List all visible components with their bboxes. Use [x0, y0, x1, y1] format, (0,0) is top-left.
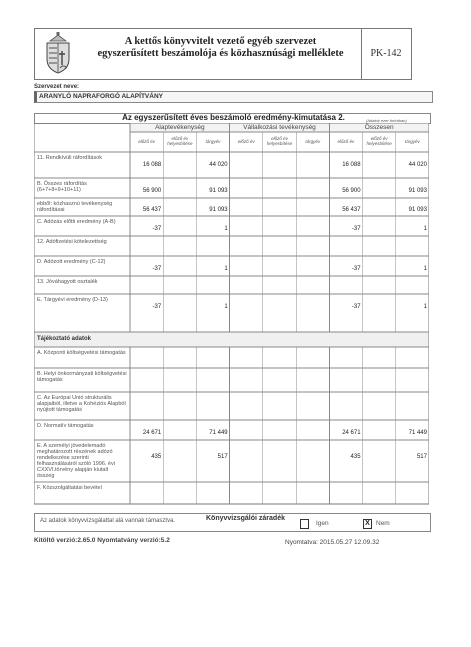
cell-value: 517 — [217, 454, 228, 460]
info-section-label: Tájékoztató adatok — [37, 336, 92, 342]
cell-value: 517 — [416, 454, 427, 460]
row-label: 11. Rendkívüli ráfordítások — [37, 155, 103, 161]
column-group-header: Alaptevékenység — [155, 124, 205, 131]
cell-value: 44 020 — [209, 162, 228, 168]
info-row-label: A. Központi költségvetési támogatás — [37, 350, 126, 356]
row-label: B. Összes ráfordítás (6+7+8+9+10+11) — [37, 181, 87, 193]
info-row-label: E. A személyi jövedelemadó meghatározott részének adózó rendelkezése szerinti felhasználásáról szóló 1996. évi CXXVI.törvény alapján kiutalt összeg — [37, 443, 115, 479]
cell-value: -37 — [351, 226, 361, 232]
column-group-header: Összesen — [364, 124, 394, 131]
row-label: ebből: közhasznú tevékenység ráfordításai — [37, 201, 113, 213]
audit-statement: Az adatok könyvvizsgálattal alá vannak támasztva. — [40, 518, 176, 524]
row-label: D. Adózott eredmény (C-12) — [37, 259, 106, 265]
cell-value: -37 — [351, 304, 361, 310]
column-subheader: előző év — [138, 139, 155, 144]
column-subheader: előző év helyesbítése — [266, 136, 293, 146]
form-title-line1: A kettős könyvvitelt vezető egyéb szervezet — [124, 36, 317, 47]
cell-value: 1 — [224, 226, 228, 232]
table-title: Az egyszerűsített éves beszámoló eredmény-kimutatása 2. — [122, 113, 345, 122]
cell-value: 91 093 — [408, 207, 427, 213]
cell-value: 16 088 — [342, 162, 361, 168]
row-label: 12. Adófizetési kötelezettség — [37, 239, 107, 245]
form-title — [78, 36, 363, 60]
audit-no-checkbox[interactable]: X — [363, 519, 372, 529]
cell-value: 1 — [224, 266, 228, 272]
column-subheader: előző év helyesbítése — [366, 136, 392, 146]
form-title-line2: egyszerűsített beszámolója és közhasznúsági melléklete — [97, 48, 344, 59]
cell-value: 56 437 — [142, 207, 162, 213]
audit-no-label: Nem — [376, 520, 390, 527]
column-subheader: tárgyév — [404, 139, 420, 144]
cell-value: 1 — [423, 266, 427, 272]
coat-of-arms-icon — [40, 31, 76, 75]
audit-yes-label: Igen — [316, 520, 329, 527]
cell-value: 44 020 — [408, 162, 427, 168]
info-row-label: D. Normatív támogatás — [37, 423, 94, 429]
cell-value: 71 449 — [209, 430, 228, 436]
cell-value: 56 900 — [342, 188, 361, 194]
cell-value: 435 — [151, 454, 162, 460]
organization-label: Szervezet neve: — [34, 84, 80, 90]
cell-value: 56 437 — [342, 207, 361, 213]
column-subheader: előző év — [237, 139, 255, 144]
cell-value: 16 088 — [142, 162, 162, 168]
cell-value: 435 — [350, 454, 361, 460]
cell-value: -37 — [152, 226, 162, 232]
cell-value: 71 449 — [408, 430, 427, 436]
cell-value: -37 — [152, 304, 162, 310]
column-subheader: előző év helyesbítése — [167, 136, 193, 146]
row-label: E. Tárgyévi eredmény (D-13) — [37, 297, 108, 303]
row-label: 13. Jóváhagyott osztalék — [37, 279, 98, 285]
cell-value: -37 — [351, 266, 361, 272]
table-unit-note: (Adatok ezer forintban) — [366, 118, 407, 123]
form-code: PK-142 — [370, 48, 402, 59]
filler-version: Kitöltő verzió:2.65.0 Nyomtatvány verzió:5.2 — [34, 537, 170, 544]
audit-clause-label: Könyvvizsgálói záradék — [206, 515, 285, 522]
audit-yes-checkbox[interactable] — [300, 519, 309, 529]
cell-value: -37 — [152, 266, 162, 272]
print-timestamp: Nyomtatva: 2015.05.27 12.09.32 — [285, 539, 380, 546]
column-group-header: Vállalkozási tevékenység — [243, 124, 316, 131]
column-subheader: előző év — [337, 139, 355, 144]
column-subheader: tárgyév — [205, 139, 221, 144]
info-row-label: C. Az Európai Unió strukturális alapjaiból, illetve a Kohéziós Alapból nyújtott támogatás — [37, 395, 126, 413]
cell-value: 91 093 — [209, 188, 228, 194]
cell-value: 91 093 — [209, 207, 228, 213]
row-label: C. Adózás előtti eredmény (A-B) — [37, 219, 116, 225]
cell-value: 1 — [423, 226, 427, 232]
organization-name: ARANYLÓ NAPRAFORGÓ ALAPÍTVÁNY — [39, 93, 163, 100]
cell-value: 91 093 — [408, 188, 427, 194]
cell-value: 1 — [224, 304, 228, 310]
info-row-label: F. Közszolgáltatási bevétel — [37, 485, 102, 491]
cell-value: 24 671 — [142, 430, 162, 436]
cell-value: 56 900 — [142, 188, 162, 194]
cell-value: 1 — [423, 304, 427, 310]
cell-value: 24 671 — [342, 430, 361, 436]
info-row-label: B. Helyi önkormányzati költségvetési támogatás — [37, 371, 127, 383]
column-subheader: tárgyév — [305, 139, 321, 144]
